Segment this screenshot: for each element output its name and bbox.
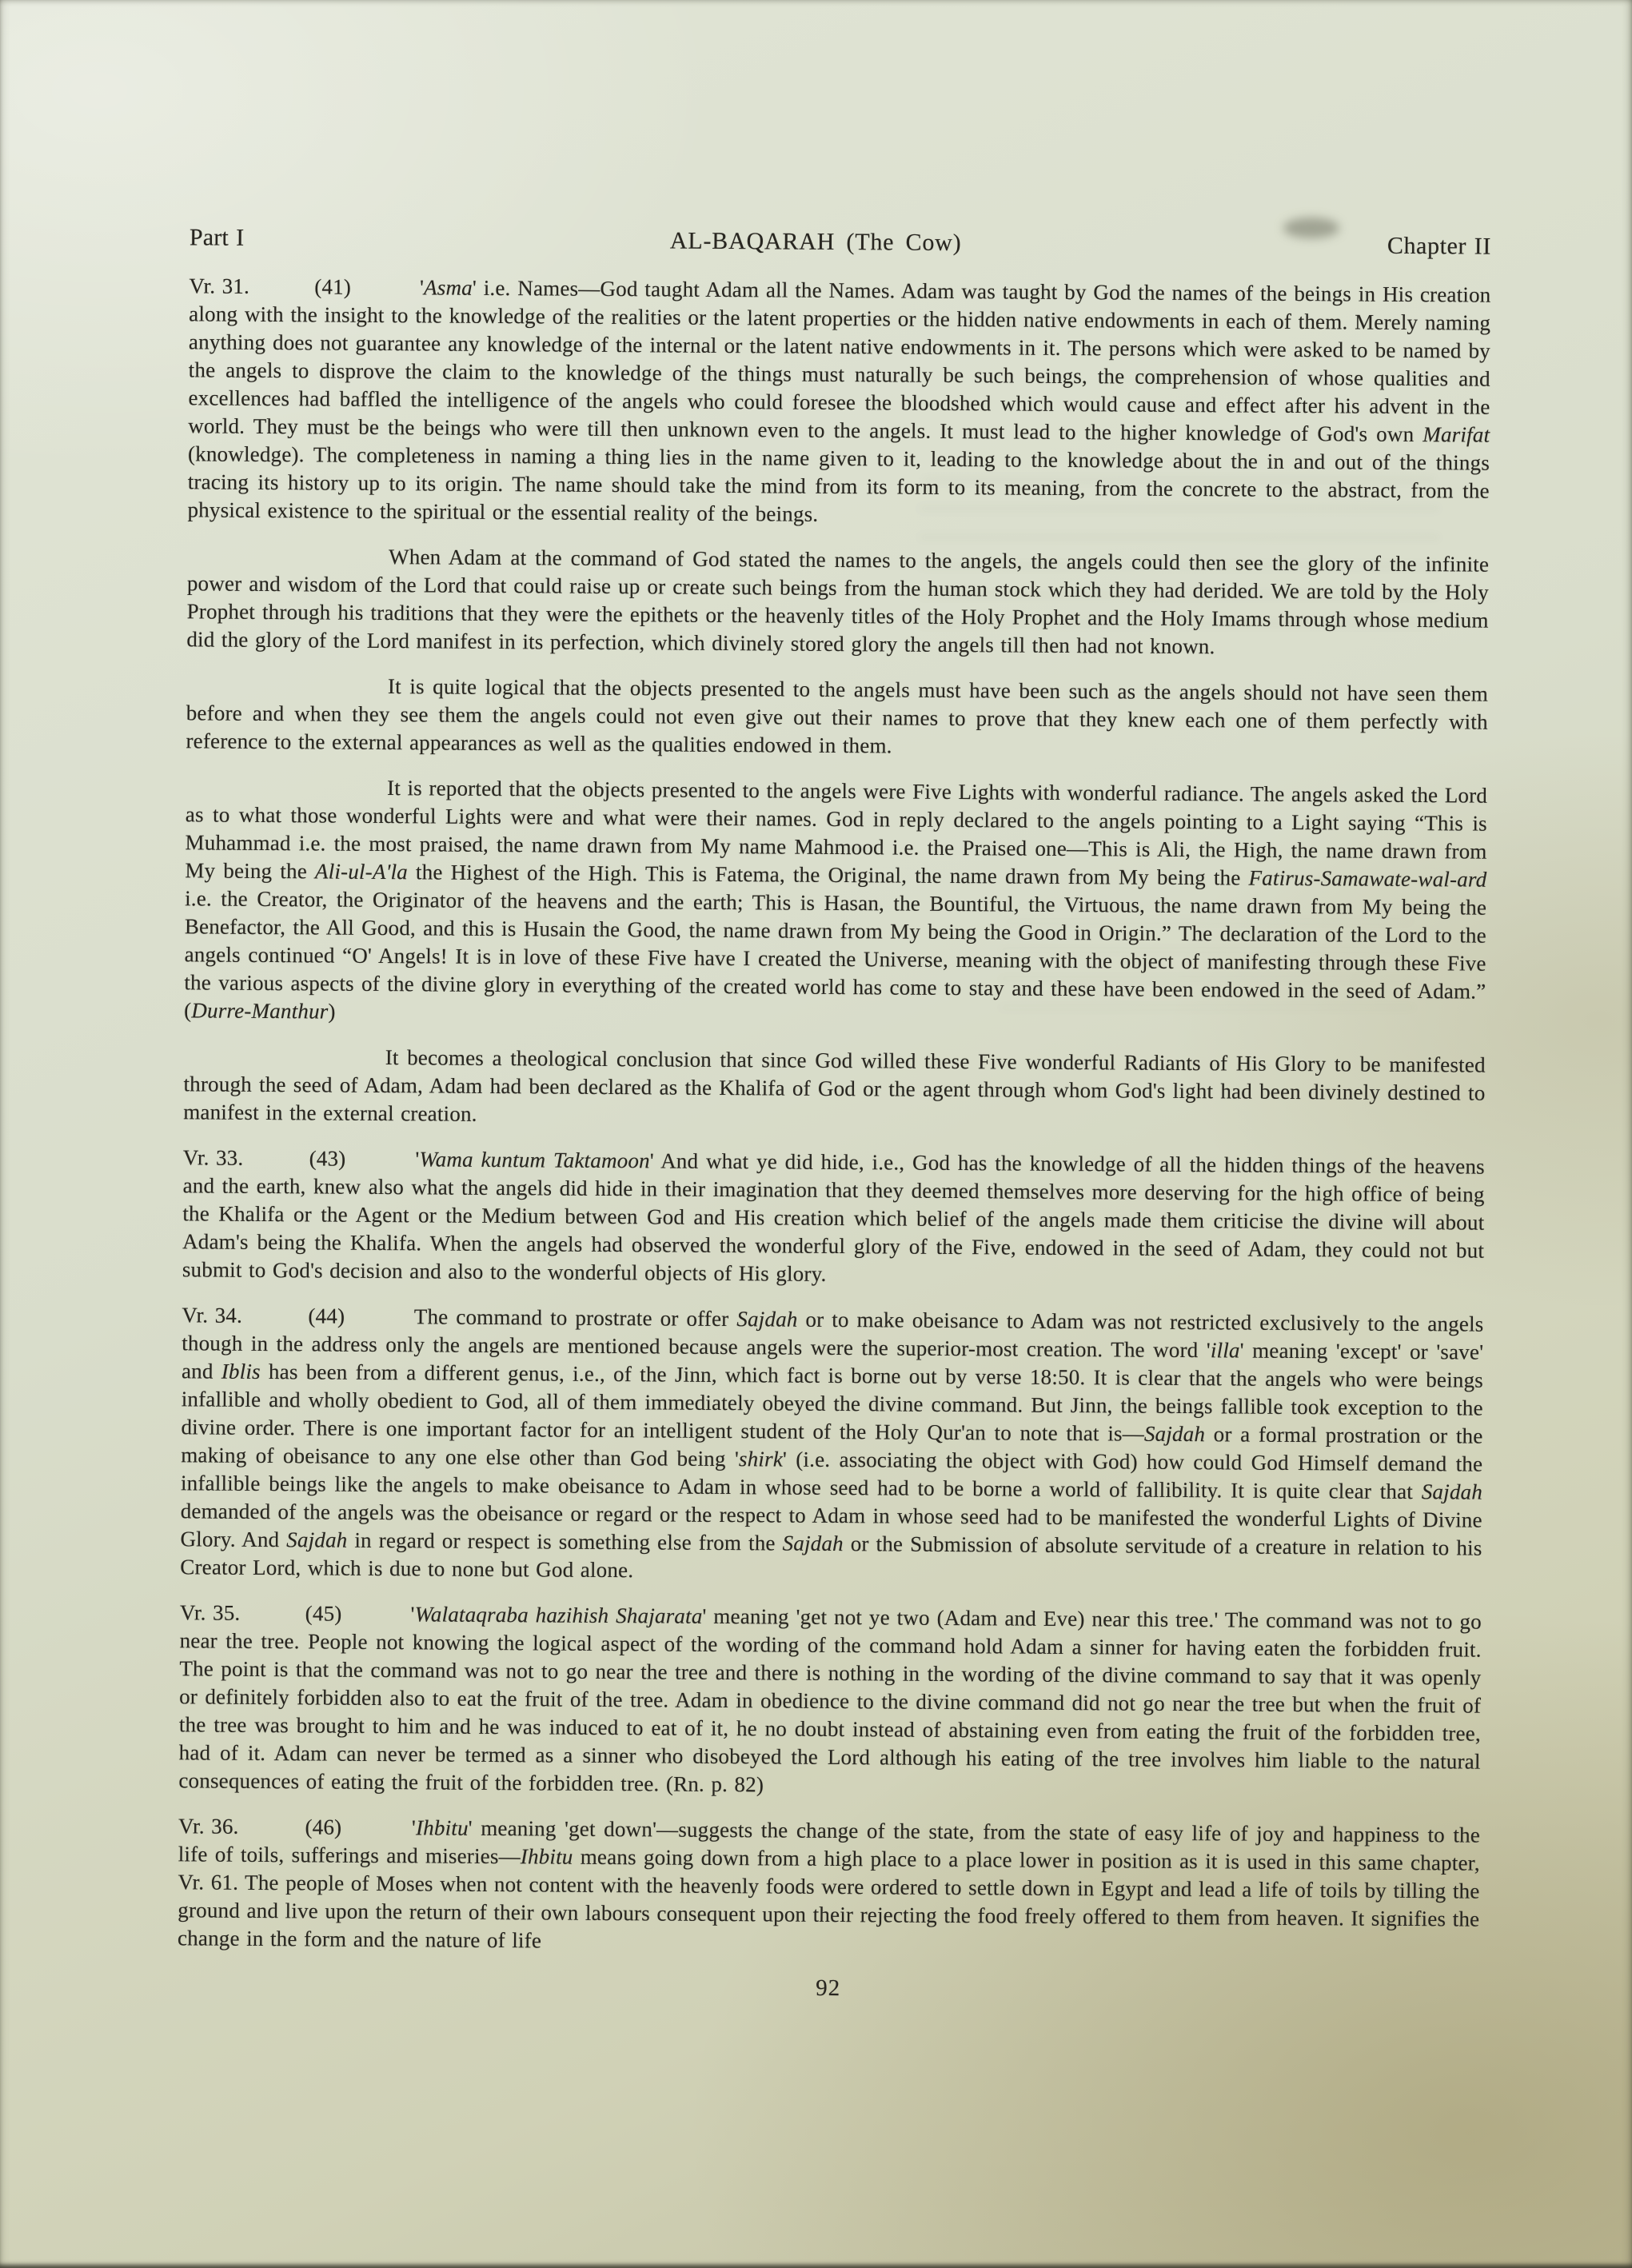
paragraph-vr-34 [180, 1301, 1483, 1590]
page-number: 92 [816, 1975, 841, 2002]
paragraph-text: 'Wama kuntum Taktamoon' And what ye did hide, i.e., God has the knowledge of all the hidden things of the heavens and the earth, knew also what the angels did hide in their imagination that they deemed themselves more deserving for the high office of being the Khalifa or the Agent or the Medium between God and His creation which belief of the angels made them criticise the divine will about Adam's being the Khalifa. When the angels had observed the wonderful glory of the Five, endowed in the seed of Adam, they could not but submit to God's decision and also to the wonderful objects of His glory. [182, 1147, 1485, 1286]
chapter-title: AL-BAQARAH (The Cow) [669, 227, 962, 257]
paragraph-vr-33 [182, 1144, 1485, 1292]
paragraph-text: When Adam at the command of God stated the names to the angels, the angels could then see the glory of the infinite power and wisdom of the Lord that could raise up or create such beings from the human stock which they had derided. We are told by the Holy Prophet through his traditions that they were the epithets or the heavenly titles of the Holy Prophet and the Holy Imams through whose medium did the glory of the Lord manifest in its perfection, which divinely stored glory the angels till then had not known. [186, 545, 1490, 659]
paragraph-when-adam [186, 541, 1489, 662]
verse-number: (41) [314, 274, 352, 299]
commentary-text [178, 272, 1491, 1961]
verse-number: (46) [305, 1815, 342, 1839]
paragraph-text: 'Ihbitu' meaning 'get down'—suggests the change of the state, from the state of easy life of joy and happiness to the life of toils, sufferings and miseries—Ihbitu means going down from a high place to a place lower in position as it is used in this same chapter, Vr. 61. The people of Moses when not content with the heavenly foods were ordered to settle down in Egypt and lead a life of toils by tilling the ground and live upon the return of their own labours consequent upon their rejecting the food freely offered to them from heaven. It signifies the change in the form and the nature of life [177, 1815, 1481, 1953]
paragraph-vr-35 [178, 1599, 1482, 1803]
verse-ref: Vr. 36. [178, 1814, 239, 1839]
paragraph-quite-logical [186, 671, 1488, 764]
verse-ref: Vr. 35. [179, 1600, 241, 1625]
paragraph-theological-conclusion [183, 1042, 1486, 1135]
verse-number: (44) [308, 1304, 345, 1328]
paragraph-text: It becomes a theological conclusion that since God willed these Five wonderful Radiants of His Glory to be manifested through the seed of Adam, Adam had been declared as the Khalifa of God or the agent through whom God's light had been divinely destined to manifest in the external creation. [183, 1045, 1486, 1126]
part-label: Part I [189, 224, 245, 251]
paragraph-text: It is reported that the objects presented to the angels were Five Lights with wonderful radiance. The angels asked the Lord as to what those wonderful Lights were and what were their names. God in reply declared to the angels pointing to a Light saying “This is Muhammad i.e. the most praised, the name drawn from My name Mahmood i.e. the Praised one—This is Ali, the High, the name drawn from My being the Ali-ul-A'la the Highest of the High. This is Fatema, the Original, the name drawn from My being the Fatirus-Samawate-wal-ard i.e. the Creator, the Originator of the heavens and the earth; This is Hasan, the Bountiful, the Virtuous, the name drawn from My being the Benefactor, the All Good, and this is Husain the Good, the name drawn from My being the Good in Origin.” The declaration of the Lord to the angels continued “O' Angels! It is in love of these Five have I created the Universe, meaning with the object of manifesting through these Five the various aspects of the divine glory in everything of the created world has come to stay and these have been endowed in the seed of Adam.” (Durre-Manthur) [184, 776, 1488, 1024]
running-header [190, 224, 1491, 260]
paragraph-vr-31 [187, 272, 1490, 533]
verse-ref: Vr. 31. [189, 274, 250, 298]
paragraph-text: The command to prostrate or offer Sajdah or to make obeisance to Adam was not restricted exclusively to the angels though in the address only the angels are mentioned because angels were the superior-most creation. The word 'illa' meaning 'except' or 'save' and Iblis has been from a different genus, i.e., of the Jinn, which fact is borne out by verse 18:50. It is clear that the angels who were beings infallible and wholly obedient to God, all of them immediately obeyed the divine command. But Jinn, the beings fallible took exception to the divine order. There is one important factor for an intelligent student of the Holy Qur'an to note that is—Sajdah or a formal prostration or the making of obeisance to any one else other than God being 'shirk' (i.e. associating the object with God) how could God Himself demand the infallible beings like the angels to make obeisance to Adam in whose seed had to be borne a world of fallibility. It is quite clear that Sajdah demanded of the angels was the obeisance or regard or the respect to Adam in whose seed had to be manifested the wonderful Lights of Divine Glory. And Sajdah in regard or respect is something else from the Sajdah or the Submission of absolute servitude of a creature in relation to his Creator Lord, which is due to none but God alone. [180, 1304, 1484, 1583]
chapter-label: Chapter II [1387, 232, 1491, 260]
paragraph-text: It is quite logical that the objects presented to the angels must have been such as the angels should not have seen them before and when they see them the angels could not even give out their names to prove that they knew each one of them perfectly with reference to the external appearances as well as the qualities endowed in them. [186, 674, 1489, 758]
verse-ref: Vr. 34. [182, 1303, 243, 1328]
verse-number: (43) [309, 1146, 346, 1171]
paragraph-five-lights [184, 773, 1487, 1033]
verse-number: (45) [305, 1601, 342, 1626]
paragraph-text: 'Asma' i.e. Names—God taught Adam all the Names. Adam was taught by God the names of the beings in His creation along with the insight to the knowledge of the realities or the latent properties or the hidden native endowments in each of them. Merely naming anything does not guarantee any knowledge of the internal or the latent native endowments in it. The persons which were asked to be named by the angels to disprove the claim to the knowledge of the things must naturally be such beings, the comprehension of whose qualities and excellences had baffled the intelligence of the angels who could foresee the bloodshed which would cause and effect after his advent in the world. They must be the beings who were till then unknown even to the angels. It must lead to the higher knowledge of God's own Marifat (knowledge). The completeness in naming a thing lies in the name given to it, leading to the knowledge about the in and out of the things tracing its history up to its origin. The name should take the mind from its form to its meaning, from the concrete to the abstract, from the physical existence to the spiritual or the essential reality of the beings. [187, 275, 1491, 526]
paragraph-vr-36 [178, 1812, 1480, 1961]
paragraph-text: 'Walataqraba hazihish Shajarata' meaning 'get not ye two (Adam and Eve) near this tree.' The command was not to go near the tree. People not knowing the logical aspect of the wording of the command hold Adam a sinner for having eaten the forbidden fruit. The point is that the command was not to go near the tree and there is nothing in the wording of the divine command to say that it was openly or definitely forbidden also to eat the fruit of the tree. Adam in obedience to the divine command did not go near the tree but when the fruit of the tree was brought to him and he was induced to eat of it, he no doubt instead of abstaining even from eating the fruit of the forbidden tree, had of it. Adam can never be termed as a sinner who disobeyed the Lord although his eating of the tree involves him liable to the natural consequences of eating the fruit of the forbidden tree. (Rn. p. 82) [178, 1602, 1482, 1797]
verse-ref: Vr. 33. [182, 1145, 244, 1170]
page-content [178, 224, 1491, 2006]
